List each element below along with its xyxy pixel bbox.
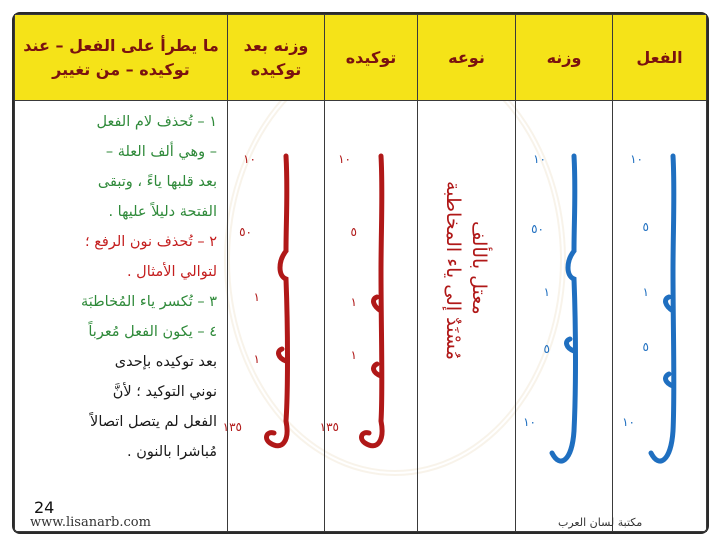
svg-text:١: ١ <box>642 285 649 299</box>
svg-text:٥: ٥ <box>543 342 550 356</box>
note-4a: ٤ – يكون الفعل مُعرباً <box>88 324 217 340</box>
wazn-after-word-red <box>222 101 324 531</box>
note-2a: ٢ – تُحذف نون الرفع ؛ <box>84 234 217 250</box>
verb-word-blue <box>613 101 706 531</box>
svg-text:٥٠: ٥٠ <box>239 225 252 239</box>
svg-text:١٣٥: ١٣٥ <box>319 420 339 434</box>
cell-type <box>418 101 516 532</box>
svg-text:١: ١ <box>253 290 260 304</box>
note-4e: مُباشرا بالنون . <box>127 444 217 460</box>
svg-text:١: ١ <box>350 295 357 309</box>
svg-text:١٠: ١٠ <box>622 415 635 429</box>
header-changes: ما يطرأ على الفعل – عند توكيده – من تغيير <box>15 15 228 101</box>
svg-text:١: ١ <box>543 285 550 299</box>
note-1d: الفتحة دليلاً عليها . <box>108 204 217 220</box>
note-1b: – وهي ألف العلة – <box>105 144 217 160</box>
page-number: 24 <box>34 498 55 517</box>
type-line-1: معتل بالألف <box>468 221 490 315</box>
body-row <box>15 101 707 532</box>
tawkid-word-red <box>319 101 417 531</box>
svg-text:١٣٥: ١٣٥ <box>222 420 242 434</box>
svg-text:٥٠: ٥٠ <box>531 222 544 236</box>
note-4d: الفعل لم يتصل اتصالاً <box>90 414 217 430</box>
note-4c: نوني التوكيد ؛ لأنَّ <box>112 384 217 400</box>
header-verb: الفعل <box>613 15 707 101</box>
website-label: www.lisanarb.com <box>30 515 151 530</box>
note-4b: بعد توكيده بإحدى <box>114 354 217 370</box>
svg-text:٥: ٥ <box>642 340 649 354</box>
svg-text:١: ١ <box>253 352 260 366</box>
note-3: ٣ – تُكسر ياء المُخاطبَة <box>80 294 217 310</box>
header-row <box>15 15 707 101</box>
note-1a: ١ – تُحذف لام الفعل <box>96 114 217 130</box>
svg-text:١٠: ١٠ <box>243 152 256 166</box>
cell-with-tawkid <box>319 101 418 532</box>
svg-text:١٠: ١٠ <box>523 415 536 429</box>
note-2b: لتوالي الأمثال . <box>126 264 217 280</box>
header-type: نوعه <box>418 15 516 101</box>
cell-wazn-after-tawkid <box>222 101 325 532</box>
note-1c: بعد قلبها ياءً ، وتبقى <box>97 174 217 190</box>
svg-text:٥: ٥ <box>350 225 357 239</box>
svg-text:٥: ٥ <box>642 220 649 234</box>
grammar-table-frame <box>12 12 709 534</box>
header-with-tawkid: توكيده <box>325 15 418 101</box>
cell-verb <box>613 101 707 532</box>
svg-text:١٠: ١٠ <box>630 152 643 166</box>
svg-text:١٠: ١٠ <box>338 152 351 166</box>
cell-changes <box>15 101 228 532</box>
svg-text:١: ١ <box>350 348 357 362</box>
grammar-table <box>14 14 707 532</box>
header-wazn-after-tawkid: وزنه بعد توكيده <box>228 15 325 101</box>
wazn-word-blue <box>516 101 612 531</box>
changes-notes <box>15 101 227 467</box>
type-line-2: مُسْنَدٌ إلى ياء المخاطبة <box>442 181 464 361</box>
cell-wazn <box>516 101 613 532</box>
svg-text:١٠: ١٠ <box>533 152 546 166</box>
header-wazn: وزنه <box>516 15 613 101</box>
brand-label: مكتبة لسان العرب <box>558 516 643 529</box>
